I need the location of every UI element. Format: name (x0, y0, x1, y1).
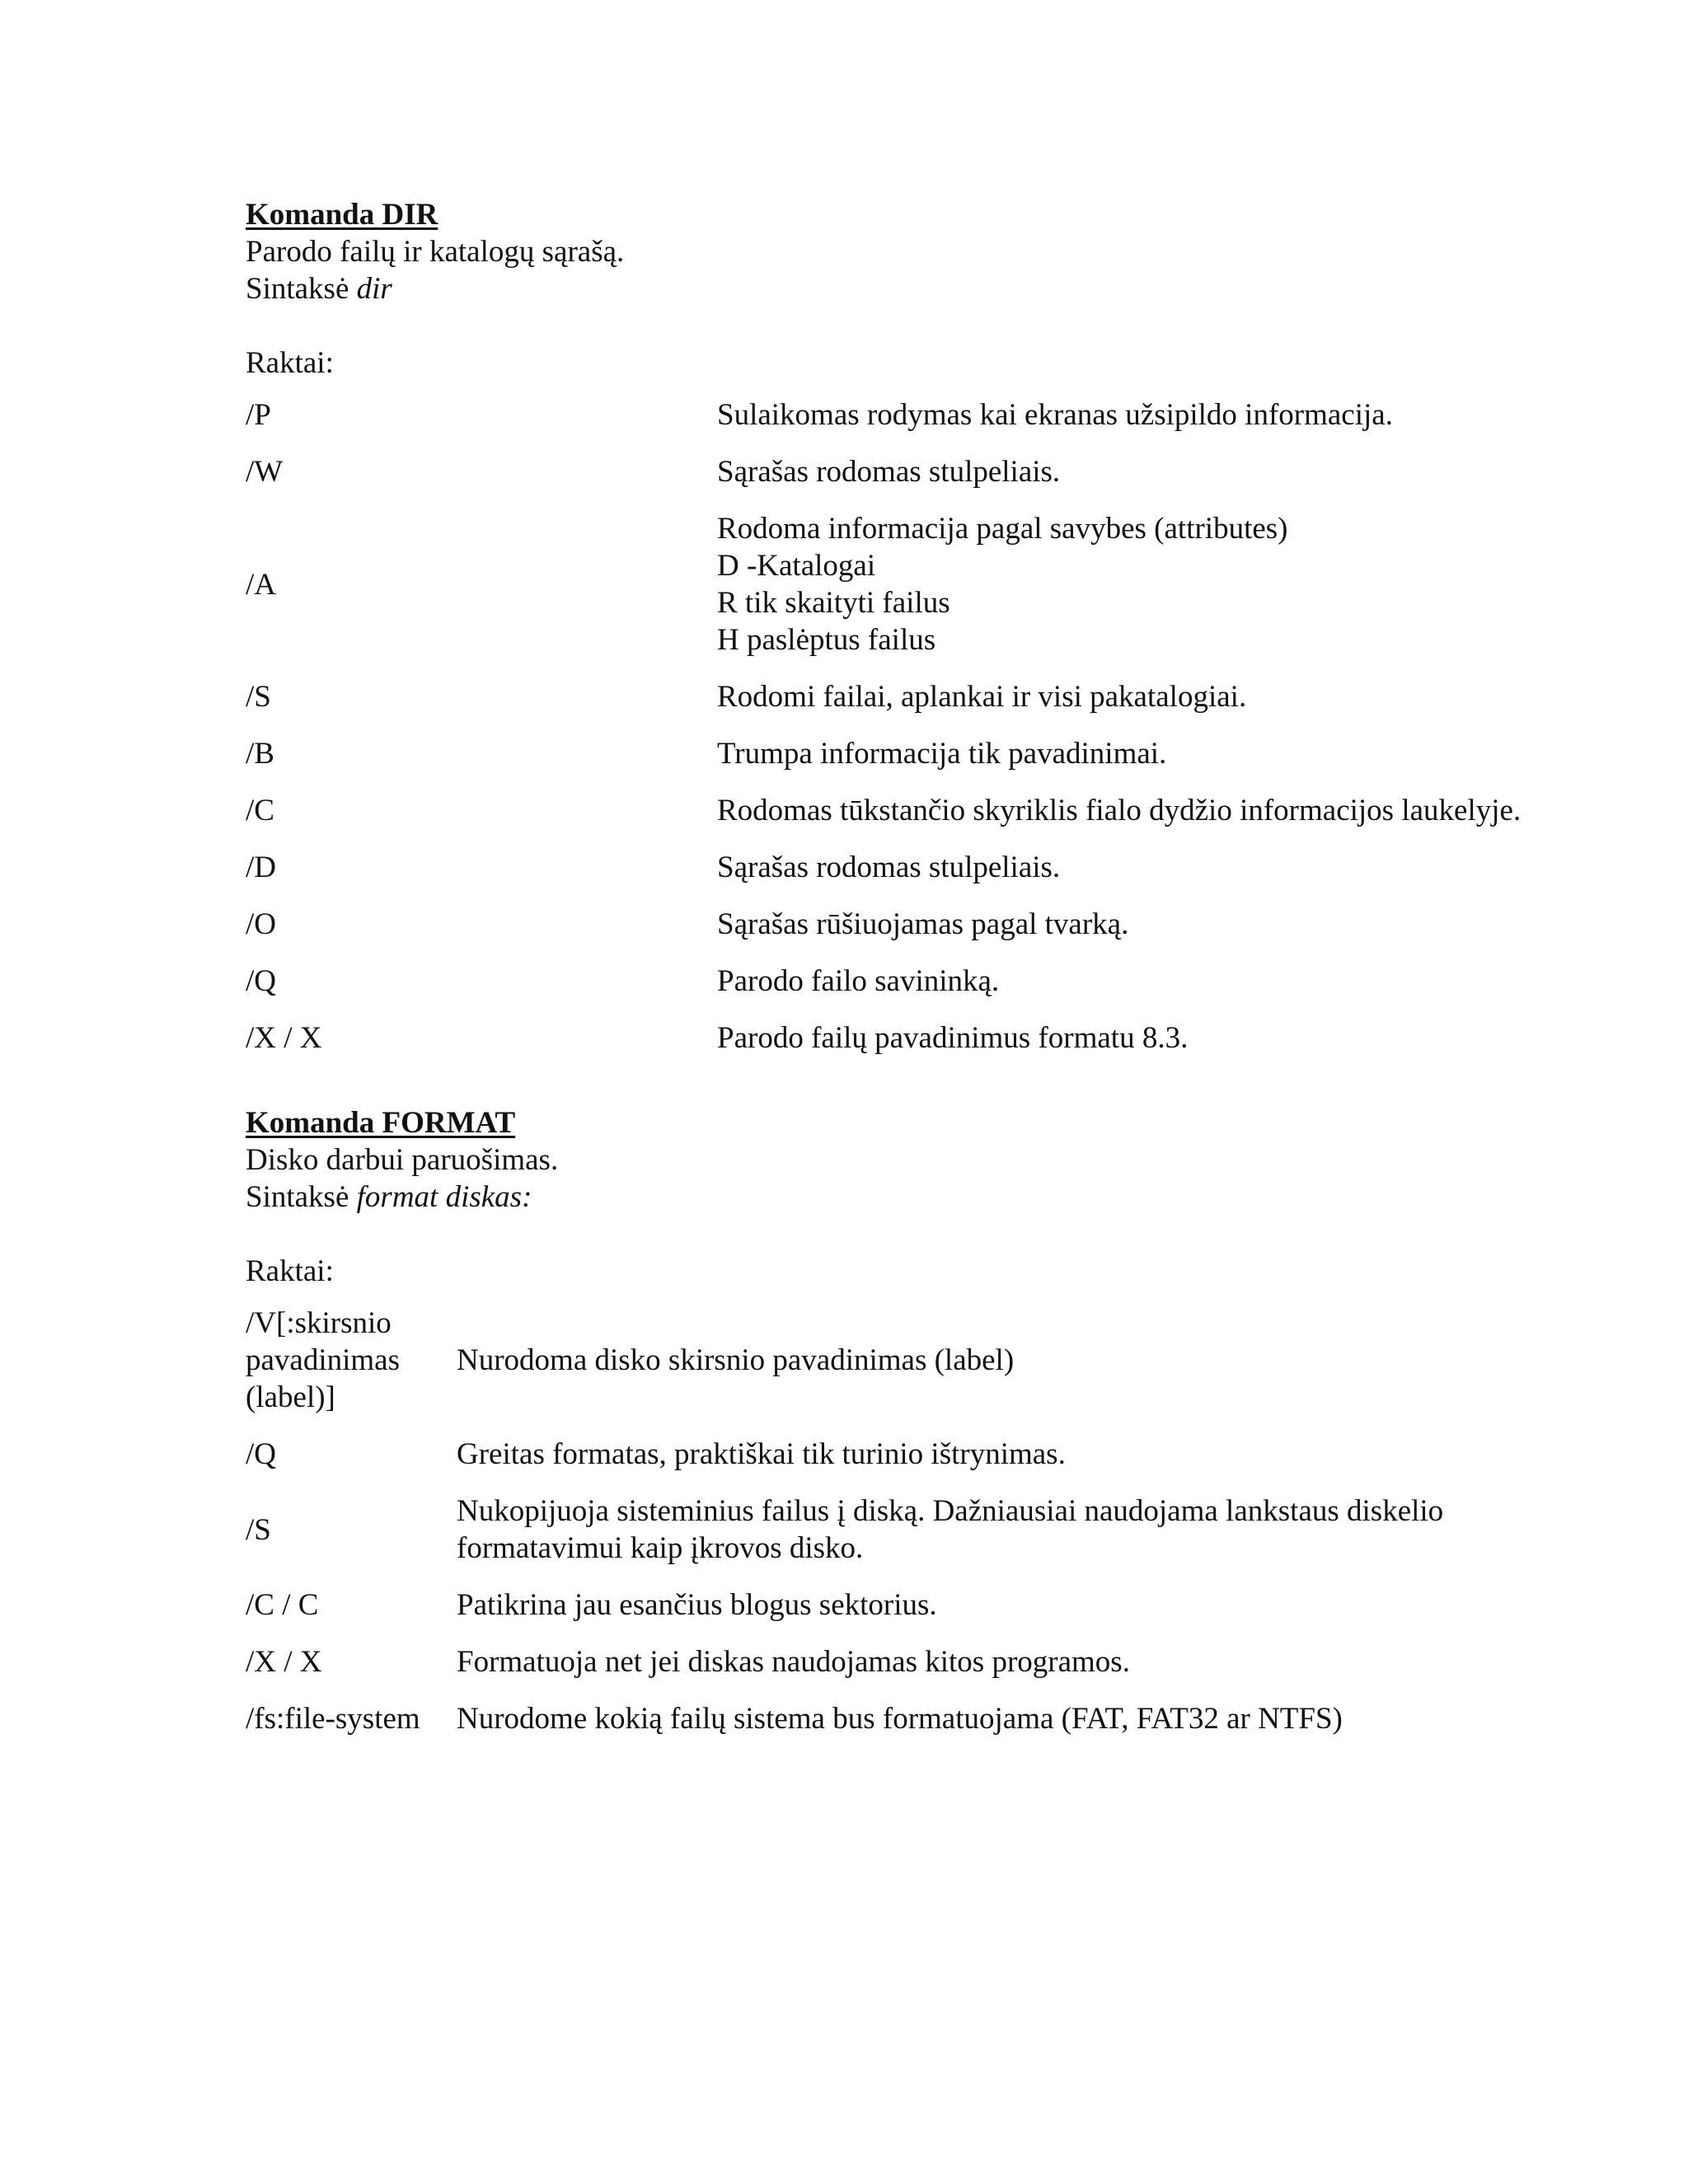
format-syntax-command: format diskas: (356, 1180, 532, 1214)
format-switch-key: /fs:file-system (246, 1702, 420, 1736)
dir-switch-description (717, 387, 1521, 443)
dir-description-line: Parodo failo savininką. (717, 964, 1000, 998)
dir-table-row (246, 782, 1521, 839)
dir-description-line: R tik skaityti failus (717, 586, 950, 620)
dir-description-line: Sąrašas rodomas stulpeliais. (717, 851, 1061, 884)
spacer (246, 307, 1630, 344)
format-switch-key: /Q (246, 1437, 276, 1471)
spacer (246, 1216, 1630, 1253)
dir-table-row (246, 953, 1521, 1010)
dir-switch-key: /Q (246, 964, 276, 998)
dir-switch-description (717, 782, 1521, 839)
dir-table-row (246, 387, 1521, 443)
dir-description-line: Parodo failų pavadinimus formatu 8.3. (717, 1021, 1189, 1055)
dir-description-line: Sulaikomas rodymas kai ekranas užsipildo informacija. (717, 398, 1393, 432)
format-switch-description (457, 1295, 1443, 1426)
dir-keys-table (246, 387, 1521, 1066)
dir-switch-description (717, 668, 1521, 725)
format-table-row (246, 1483, 1443, 1577)
dir-syntax-command: dir (356, 272, 392, 306)
dir-description: Parodo failų ir katalogų sąrašą. (246, 235, 625, 269)
format-keys-label: Raktai: (246, 1254, 334, 1288)
dir-table-row (246, 725, 1521, 782)
dir-switch-key: /P (246, 398, 271, 432)
dir-table-row (246, 443, 1521, 500)
format-description-line: formatavimui kaip įkrovos disko. (457, 1531, 864, 1565)
dir-heading: Komanda DIR (246, 198, 438, 232)
dir-description-line: Rodomi failai, aplankai ir visi pakatalogiai. (717, 680, 1247, 714)
document-page (246, 196, 1630, 1747)
dir-switch-key: /X / X (246, 1021, 322, 1055)
format-switch-description (457, 1633, 1443, 1690)
dir-syntax-label: Sintaksė (246, 272, 357, 306)
dir-description-line: H paslėptus failus (717, 623, 936, 657)
dir-description-line: Rodomas tūkstančio skyriklis fialo dydžio informacijos laukelyje. (717, 794, 1522, 827)
dir-table-row (246, 896, 1521, 953)
dir-description-line: Trumpa informacija tik pavadinimai. (717, 737, 1167, 771)
format-table-row (246, 1690, 1443, 1747)
dir-keys-label: Raktai: (246, 346, 334, 380)
format-switch-description (457, 1690, 1443, 1747)
format-switch-key: /C / C (246, 1588, 319, 1622)
format-description-line: Greitas formatas, praktiškai tik turinio ištrynimas. (457, 1437, 1066, 1471)
format-switch-key: /X / X (246, 1645, 322, 1679)
format-keys-table (246, 1295, 1443, 1747)
dir-description-line: Sąrašas rodomas stulpeliais. (717, 455, 1061, 489)
dir-switch-description (717, 725, 1521, 782)
format-table-row (246, 1633, 1443, 1690)
dir-description-line: Sąrašas rūšiuojamas pagal tvarką. (717, 907, 1129, 941)
format-switch-description (457, 1426, 1443, 1483)
format-heading: Komanda FORMAT (246, 1106, 516, 1140)
dir-description-line: Rodoma informacija pagal savybes (attributes) (717, 512, 1288, 546)
dir-switch-key: /C (246, 794, 274, 827)
dir-section (246, 196, 1630, 1066)
format-description-line: Patikrina jau esančius blogus sektorius. (457, 1588, 937, 1622)
format-syntax-label: Sintaksė (246, 1180, 357, 1214)
format-section (246, 1104, 1630, 1747)
format-table-row (246, 1577, 1443, 1633)
format-switch-key: /S (246, 1512, 271, 1547)
format-table-row (246, 1426, 1443, 1483)
dir-table-row (246, 500, 1521, 668)
dir-switch-description (717, 953, 1521, 1010)
format-switch-key: /V[:skirsnio pavadinimas (label)] (246, 1306, 401, 1414)
dir-description-line: D -Katalogai (717, 549, 876, 583)
dir-switch-key: /W (246, 455, 284, 489)
dir-switch-key: /S (246, 680, 271, 714)
format-description-line: Nukopijuoja sisteminius failus į diską. Dažniausiai naudojama lankstaus diskelio (457, 1494, 1444, 1528)
dir-switch-description (717, 896, 1521, 953)
format-switch-description (457, 1483, 1443, 1577)
dir-switch-key: /O (246, 907, 276, 941)
format-table-row (246, 1295, 1443, 1426)
dir-switch-description (717, 1010, 1521, 1066)
dir-table-row (246, 668, 1521, 725)
dir-switch-description (717, 500, 1521, 668)
format-description-line: Formatuoja net jei diskas naudojamas kitos programos. (457, 1645, 1130, 1679)
dir-switch-key: /A (246, 567, 276, 602)
format-description-line: Nurodome kokią failų sistema bus formatuojama (FAT, FAT32 ar NTFS) (457, 1702, 1343, 1736)
dir-switch-key: /B (246, 737, 274, 771)
dir-switch-description (717, 839, 1521, 896)
dir-switch-key: /D (246, 851, 276, 884)
format-syntax (246, 1179, 1630, 1216)
dir-syntax (246, 270, 1630, 307)
dir-switch-description (717, 443, 1521, 500)
dir-table-row (246, 1010, 1521, 1066)
format-description-line: Nurodoma disko skirsnio pavadinimas (label) (457, 1343, 1015, 1377)
format-description: Disko darbui paruošimas. (246, 1143, 559, 1177)
dir-table-row (246, 839, 1521, 896)
format-switch-description (457, 1577, 1443, 1633)
